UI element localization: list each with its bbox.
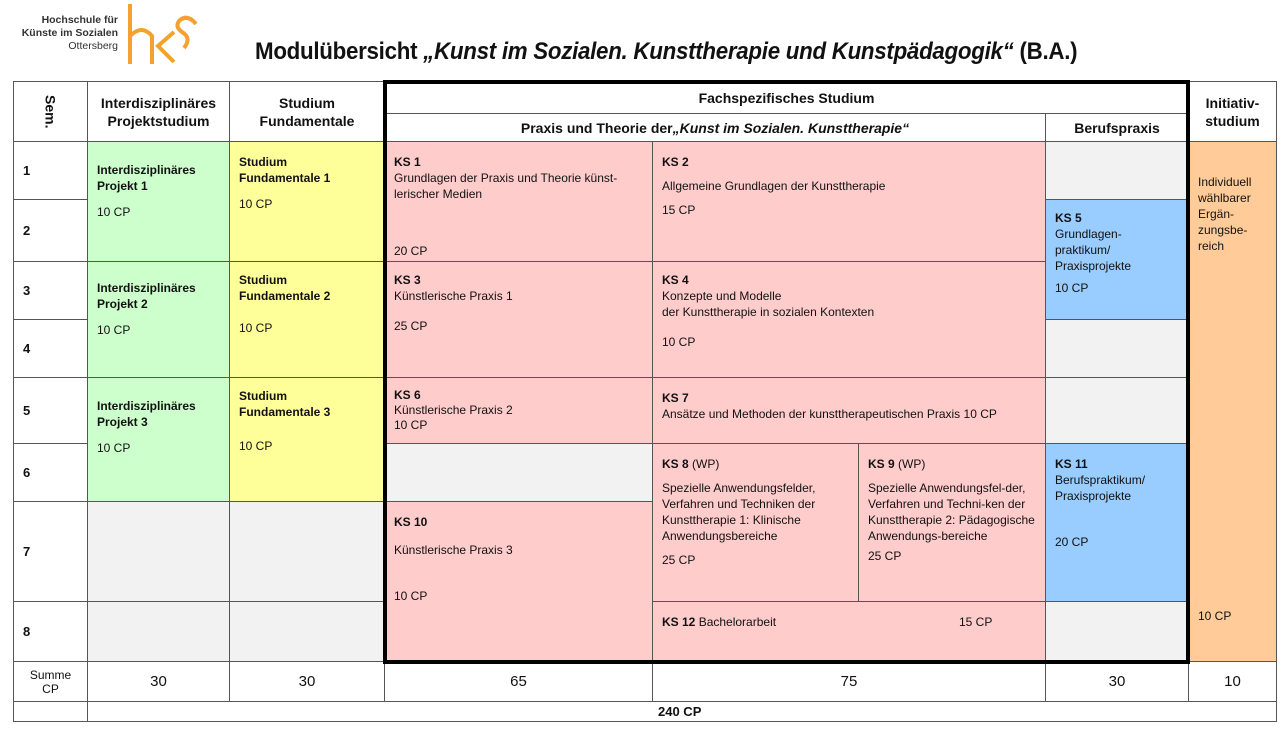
module-desc: Künstlerische Praxis 3 — [394, 543, 513, 557]
module-ks8[interactable] — [652, 443, 859, 602]
module-code: KS 6 — [394, 388, 421, 402]
module-interdisziplinaer-2[interactable] — [87, 261, 230, 378]
sum-berufspraxis: 30 — [1045, 661, 1189, 702]
module-title: Studium Fundamentale 3 — [239, 389, 331, 419]
header-interdisziplinaer: Interdisziplinäres Projektstudium — [87, 81, 230, 142]
module-desc: Berufspraktikum/ Praxisprojekte — [1055, 473, 1146, 503]
logo-line-3: Ottersberg — [68, 40, 118, 52]
module-code: KS 11 — [1055, 457, 1088, 471]
module-fundamentale-2[interactable] — [229, 261, 385, 378]
module-code: KS 2 — [662, 155, 689, 169]
module-ks1[interactable] — [384, 141, 653, 262]
empty-cell — [1045, 601, 1189, 662]
semester-8: 8 — [13, 601, 88, 662]
module-ks3[interactable] — [384, 261, 653, 378]
module-cp: 25 CP — [868, 549, 902, 563]
module-cp: 20 CP — [1055, 535, 1089, 549]
module-desc: Spezielle Anwendungsfelder, Verfahren und Techniken der Kunsttherapie 1: Klinische Anwendungsbereiche — [662, 481, 816, 543]
semester-2: 2 — [13, 199, 88, 262]
semester-3: 3 — [13, 261, 88, 320]
module-cp: 10 CP — [239, 439, 273, 453]
semester-1: 1 — [13, 141, 88, 200]
module-desc: Grundlagen-praktikum/ Praxisprojekte — [1055, 227, 1132, 273]
module-code: KS 7 — [662, 391, 689, 405]
header-praxis-theorie-italic: „Kunst im Sozialen. Kunsttherapie“ — [672, 119, 910, 136]
module-interdisziplinaer-3[interactable] — [87, 377, 230, 502]
module-code: KS 9 — [868, 457, 895, 471]
module-ks11[interactable] — [1045, 443, 1189, 602]
module-code: KS 10 — [394, 515, 428, 529]
sum-initiativ: 10 — [1188, 661, 1277, 702]
module-cp: 10 CP — [97, 441, 131, 455]
module-title: Interdisziplinäres Projekt 1 — [97, 163, 196, 193]
empty-cell — [229, 601, 385, 662]
module-code: KS 1 — [394, 155, 421, 169]
logo-line-1: Hochschule für — [41, 14, 118, 26]
module-desc: Individuell wählbarer Ergän-zungsbe-reich — [1198, 175, 1252, 253]
title-suffix: (B.A.) — [1013, 38, 1078, 65]
empty-cell — [87, 501, 230, 602]
header-sem — [13, 81, 88, 142]
module-code: KS 12 — [662, 615, 696, 629]
module-code: KS 8 — [662, 457, 689, 471]
empty-cell — [229, 501, 385, 602]
total-cp: 240 CP — [87, 701, 1277, 722]
module-desc: Künstlerische Praxis 2 — [394, 403, 513, 417]
header-berufspraxis: Berufspraxis — [1045, 113, 1189, 142]
module-desc: Allgemeine Grundlagen der Kunsttherapie — [662, 179, 886, 193]
module-desc-line-1: Konzepte und Modelle — [662, 289, 782, 303]
header-praxis-theorie — [384, 113, 1046, 142]
semester-6: 6 — [13, 443, 88, 502]
sum-interdisziplinaer: 30 — [87, 661, 230, 702]
module-desc: Ansätze und Methoden der kunsttherapeutischen Praxis 10 CP — [662, 407, 997, 421]
module-cp: 10 CP — [662, 335, 696, 349]
module-cp: 25 CP — [662, 553, 696, 567]
header-initiativ: Initiativ-studium — [1188, 81, 1277, 142]
sum-fundamentale: 30 — [229, 661, 385, 702]
header-praxis-theorie-prefix: Praxis und Theorie der — [520, 119, 673, 136]
empty-cell — [1045, 141, 1189, 200]
logo-line-2: Künste im Sozialen — [21, 27, 118, 39]
module-ks10[interactable] — [384, 501, 653, 662]
empty-cell — [1045, 319, 1189, 378]
logo-text — [14, 14, 118, 53]
module-title: Studium Fundamentale 2 — [239, 273, 331, 303]
title-italic: „Kunst im Sozialen. Kunsttherapie und Kunstpädagogik“ — [423, 38, 1014, 65]
module-ks7[interactable] — [652, 377, 1046, 444]
module-ks4[interactable] — [652, 261, 1046, 378]
semester-7: 7 — [13, 501, 88, 602]
sum-ks-left: 65 — [384, 661, 653, 702]
module-cp: 15 CP — [959, 615, 993, 629]
semester-5: 5 — [13, 377, 88, 444]
sum-ks-mid: 75 — [652, 661, 1046, 702]
total-label-cell — [13, 701, 88, 722]
header-fundamentale: Studium Fundamentale — [229, 81, 385, 142]
module-code: KS 5 — [1055, 211, 1082, 225]
module-ks9[interactable] — [858, 443, 1046, 602]
empty-cell — [87, 601, 230, 662]
module-cp: 10 CP — [394, 418, 428, 432]
module-tag: (WP) — [894, 457, 926, 471]
semester-4: 4 — [13, 319, 88, 378]
module-desc: Künstlerische Praxis 1 — [394, 289, 513, 303]
module-ks5[interactable] — [1045, 199, 1189, 320]
title-prefix: Modulübersicht — [255, 38, 424, 65]
module-fundamentale-1[interactable] — [229, 141, 385, 262]
module-cp: 10 CP — [1055, 281, 1089, 295]
module-initiativ[interactable] — [1188, 141, 1277, 662]
module-code: KS 3 — [394, 273, 421, 287]
hks-logo-icon — [122, 2, 202, 66]
module-cp: 10 CP — [1198, 609, 1232, 623]
module-cp: 10 CP — [97, 323, 131, 337]
empty-cell — [1045, 377, 1189, 444]
module-fundamentale-3[interactable] — [229, 377, 385, 502]
module-title: Interdisziplinäres Projekt 2 — [97, 281, 196, 311]
module-desc-line-2: der Kunsttherapie in sozialen Kontexten — [662, 305, 875, 319]
module-title: Studium Fundamentale 1 — [239, 155, 331, 185]
module-code: KS 4 — [662, 273, 689, 287]
module-ks12[interactable] — [652, 601, 1046, 662]
module-ks2[interactable] — [652, 141, 1046, 262]
module-cp: 25 CP — [394, 319, 428, 333]
sum-label: Summe CP — [13, 661, 88, 702]
module-cp: 15 CP — [662, 203, 696, 217]
module-tag: (WP) — [688, 457, 720, 471]
module-interdisziplinaer-1[interactable] — [87, 141, 230, 262]
header-fachspezifisch: Fachspezifisches Studium — [384, 81, 1189, 114]
module-desc: Spezielle Anwendungsfel-der, Verfahren und Techni-ken der Kunsttherapie 2: Pädagogische Anwendungs-bereiche — [868, 481, 1035, 543]
module-desc: Grundlagen der Praxis und Theorie künst-lerischer Medien — [394, 171, 618, 201]
module-cp: 10 CP — [239, 197, 273, 211]
module-cp: 10 CP — [394, 589, 428, 603]
module-cp: 20 CP — [394, 244, 428, 258]
module-title: Interdisziplinäres Projekt 3 — [97, 399, 196, 429]
page-title — [255, 38, 1077, 66]
header-sem-label: Sem. — [42, 94, 59, 129]
module-ks6[interactable] — [384, 377, 653, 444]
module-cp: 10 CP — [239, 321, 273, 335]
empty-cell — [384, 443, 653, 502]
module-desc: Bachelorarbeit — [695, 615, 777, 629]
module-cp: 10 CP — [97, 205, 131, 219]
